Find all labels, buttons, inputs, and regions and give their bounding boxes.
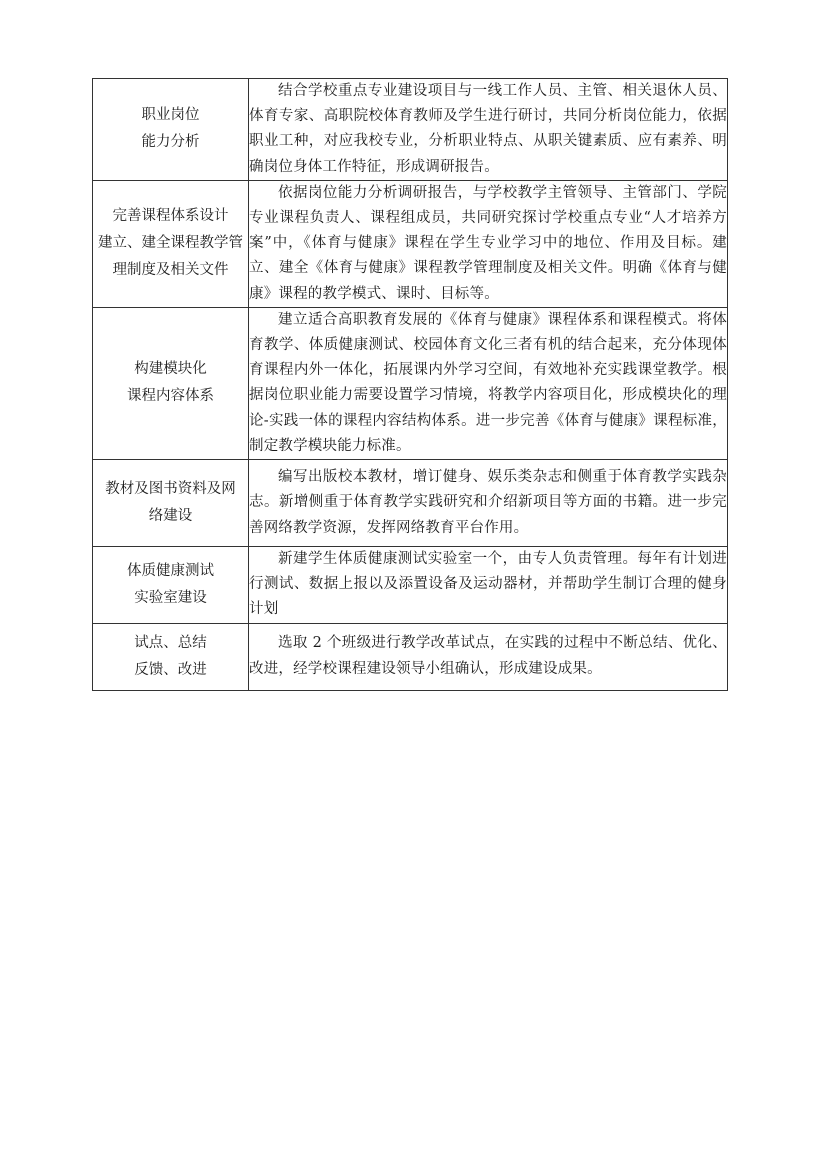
row-label-cell — [93, 547, 249, 624]
row-label-cell — [93, 79, 249, 181]
row-label-line: 完善课程体系设计 — [112, 208, 229, 225]
row-content-cell: 编写出版校本教材，增订健身、娱乐类杂志和侧重于体育教学实践杂志。新增侧重于体育教学实践研究和介绍新项目等方面的书籍。进一步完善网络教学资源，发挥网络教育平台作用。 — [249, 460, 728, 547]
construction-plan-table — [92, 78, 728, 691]
row-label-line: 教材及图书资料及网 — [105, 481, 236, 498]
row-label-line: 体质健康测试 — [127, 562, 214, 579]
row-content-cell: 依据岗位能力分析调研报告，与学校教学主管领导、主管部门、学院专业课程负责人、课程组成员，共同研究探讨学校重点专业“人才培养方案”中，《体育与健康》课程在学生专业学习中的地位、作用及目标。建立、建全《体育与健康》课程教学管理制度及相关文件。明确《体育与健康》课程的教学模式、课时、目标等。 — [249, 180, 728, 307]
row-label-cell — [93, 623, 249, 690]
row-label-line: 反馈、改进 — [134, 661, 207, 678]
table-row — [93, 623, 728, 690]
row-content-cell: 建立适合高职教育发展的《体育与健康》课程体系和课程模式。将体育教学、体质健康测试、校园体育文化三者有机的结合起来，充分体现体育课程内外一体化，拓展课内外学习空间，有效地补充实践课堂教学。根据岗位职业能力需要设置学习情境，将教学内容项目化，形成模块化的理论-实践一体的课程内容结构体系。进一步完善《体育与健康》课程标准，制定教学模块能力标准。 — [249, 307, 728, 459]
row-label-line: 课程内容体系 — [127, 388, 214, 405]
row-content-cell: 选取 2 个班级进行教学改革试点，在实践的过程中不断总结、优化、改进，经学校课程建设领导小组确认，形成建设成果。 — [249, 623, 728, 690]
table-row — [93, 547, 728, 624]
row-label-line: 理制度及相关文件 — [112, 262, 229, 279]
row-label-line: 能力分析 — [141, 134, 200, 151]
table-row — [93, 307, 728, 459]
row-label-cell — [93, 307, 249, 459]
row-label-cell — [93, 460, 249, 547]
table-row — [93, 460, 728, 547]
row-label-cell — [93, 180, 249, 307]
row-label-line: 职业岗位 — [141, 107, 200, 124]
row-label-line: 实验室建设 — [134, 589, 207, 606]
row-label-line: 构建模块化 — [134, 361, 207, 378]
row-label-line: 建立、建全课程教学管 — [98, 235, 243, 252]
row-content-cell: 结合学校重点专业建设项目与一线工作人员、主管、相关退休人员、体育专家、高职院校体育教师及学生进行研讨，共同分析岗位能力，依据职业工种，对应我校专业，分析职业特点、从职关键素质、应有素养、明确岗位身体工作特征，形成调研报告。 — [249, 79, 728, 181]
row-content-cell: 新建学生体质健康测试实验室一个，由专人负责管理。每年有计划进行测试、数据上报以及添置设备及运动器材，并帮助学生制订合理的健身计划 — [249, 547, 728, 624]
row-label-line: 试点、总结 — [134, 634, 207, 651]
row-label-line: 络建设 — [148, 508, 193, 525]
table-row — [93, 79, 728, 181]
table-row — [93, 180, 728, 307]
